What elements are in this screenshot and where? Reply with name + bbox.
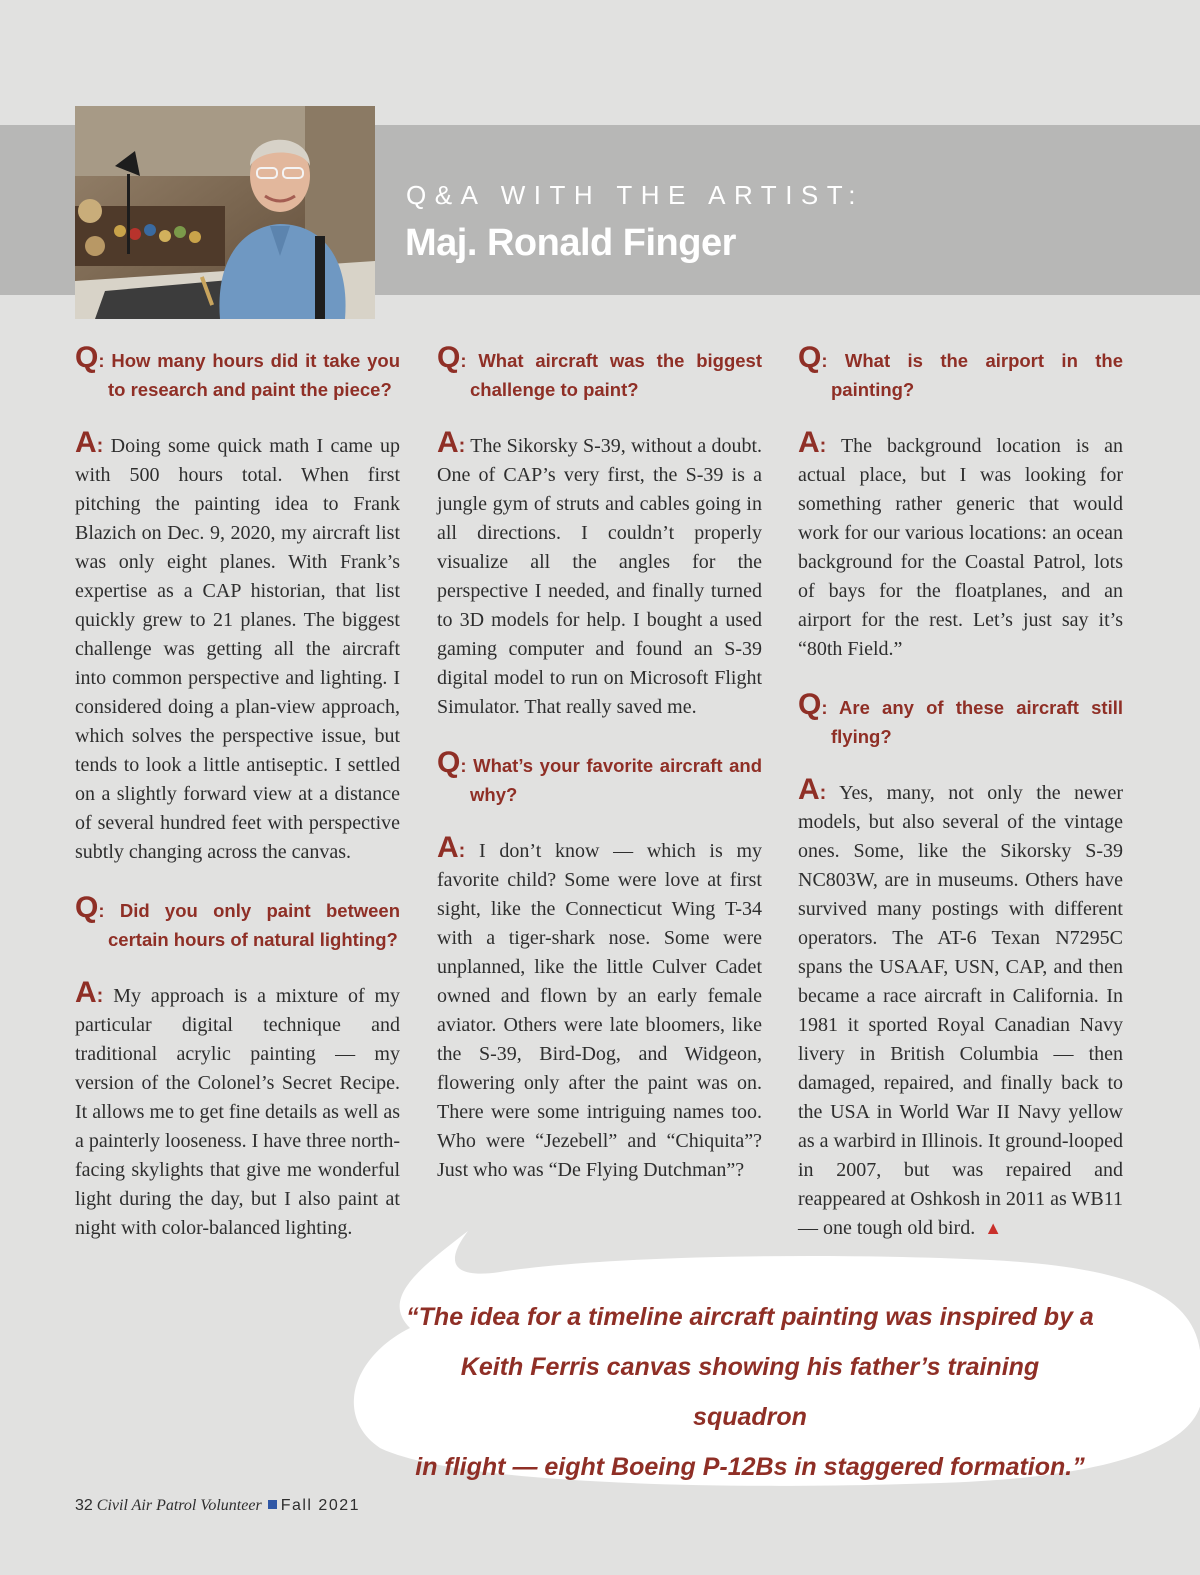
qa-item xyxy=(798,341,1124,664)
answer-text: Doing some quick math I came up with 500 hours total. When first pitching the painting idea to Frank Blazich on Dec. 9, 2020, my aircraft list was only eight planes. With Frank’s expertise as a CAP historian, that list quickly grew to 21 planes. The biggest challenge was getting all the aircraft into common perspective and lighting. I considered doing a plan-view approach, which solves the perspective issue, but tends to look a little antiseptic. I settled on a slightly forward view at a distance of several hundred feet with perspective subtly changing across the canvas. xyxy=(75,435,400,863)
question-text: How many hours did it take you to research and paint the piece? xyxy=(108,350,400,400)
artist-name: Maj. Ronald Finger xyxy=(405,222,736,264)
answer-text: Yes, many, not only the newer models, but also several of the vintage ones. Some, like the Sikorsky S-39 NC803W, are in museums. Others have survived many postings with different operators. The AT-6 Texan N7295C spans the USAAF, USN, CAP, and then became a race aircraft in California. In 1981 it sported Royal Canadian Navy livery in British Columbia — then damaged, repaired, and finally back to the USA in World War II Navy yellow as a warbird in Illinois. It ground-looped in 2007, but was repaired and reappeared at Oshkosh in 2011 as WB11 — one tough old bird. xyxy=(798,782,1123,1239)
q-colon: : xyxy=(460,755,467,776)
a-label: A xyxy=(798,773,820,806)
answer-text: I don’t know — which is my favorite child? Some were love at first sight, like the Connecticut Wing T-34 with a tiger-shark nose. Some were unplanned, like the little Culver Cadet owned and flown by an early female aviator. Others were late bloomers, like the S-39, Bird-Dog, and Widgeon, flowering only after the paint was on. There were some intriguing names too. Who were “Jezebell” and “Chiquita”? Just who was “De Flying Dutchman”? xyxy=(437,840,762,1181)
qa-item xyxy=(437,341,763,722)
a-label: A xyxy=(437,426,459,459)
issue-label: Fall 2021 xyxy=(280,1497,361,1514)
artist-photo xyxy=(75,106,375,319)
question xyxy=(437,341,762,404)
q-label: Q xyxy=(75,341,99,374)
question xyxy=(437,746,763,809)
q-colon: : xyxy=(460,350,467,371)
q-label: Q xyxy=(75,891,99,924)
q-colon: : xyxy=(821,350,828,371)
magazine-title: Civil Air Patrol Volunteer xyxy=(96,1497,262,1514)
column-3 xyxy=(798,341,1124,1272)
section-kicker: Q&A WITH THE ARTIST: xyxy=(406,180,864,210)
column-1 xyxy=(75,341,401,1272)
qa-item xyxy=(75,341,400,867)
question-text: Are any of these aircraft still flying? xyxy=(831,697,1123,747)
page-footer xyxy=(75,1497,360,1515)
q-label: Q xyxy=(437,746,461,779)
question xyxy=(75,891,400,954)
q-colon: : xyxy=(821,697,828,718)
a-colon: : xyxy=(96,435,104,457)
pull-quote xyxy=(405,1292,1095,1492)
question-text: What’s your favorite aircraft and why? xyxy=(470,755,763,805)
answer-text: My approach is a mixture of my particular digital technique and traditional acrylic painting — my version of the Colonel’s Secret Recipe. It allows me to get fine details as well as a painterly looseness. I have three north-facing skylights that give me wonderful light during the day, but I also paint at night with color-balanced lighting. xyxy=(75,985,401,1239)
pull-quote-line: in flight — eight Boeing P-12Bs in staggered formation.” xyxy=(415,1453,1085,1481)
pull-quote-line: “The idea for a timeline aircraft painting was inspired by a xyxy=(406,1303,1094,1331)
q-colon: : xyxy=(98,350,105,371)
a-label: A xyxy=(437,831,459,864)
a-label: A xyxy=(75,426,97,459)
q-label: Q xyxy=(798,341,822,374)
answer xyxy=(75,426,400,867)
a-label: A xyxy=(798,426,820,459)
answer xyxy=(798,773,1123,1243)
square-bullet-icon xyxy=(268,1500,277,1509)
a-colon: : xyxy=(819,435,827,457)
question xyxy=(75,341,400,404)
page-number: 32 xyxy=(75,1497,93,1514)
q-label: Q xyxy=(798,688,822,721)
qa-item xyxy=(798,688,1123,1243)
a-label: A xyxy=(75,976,97,1009)
q-colon: : xyxy=(98,900,105,921)
qa-item xyxy=(437,746,763,1185)
answer-text: The background location is an actual place, but I was looking for something rather generic that would work for our various locations: an ocean background for the Coastal Patrol, lots of bays for the floatplanes, and an airport for the rest. Let’s just say it’s “80th Field.” xyxy=(798,435,1124,660)
pull-quote-line: Keith Ferris canvas showing his father’s training squadron xyxy=(460,1353,1040,1431)
column-2 xyxy=(437,341,763,1214)
answer xyxy=(75,976,401,1243)
question-text: What aircraft was the biggest challenge to paint? xyxy=(470,350,762,400)
question xyxy=(798,341,1123,404)
answer xyxy=(437,831,762,1185)
question-text: Did you only paint between certain hours of natural lighting? xyxy=(108,900,400,950)
a-colon: : xyxy=(458,840,466,862)
question xyxy=(798,688,1123,751)
answer xyxy=(798,426,1124,664)
a-colon: : xyxy=(96,985,104,1007)
answer xyxy=(437,426,763,722)
q-label: Q xyxy=(437,341,461,374)
answer-text: The Sikorsky S-39, without a doubt. One of CAP’s very first, the S-39 is a jungle gym of struts and cables going in all directions. I couldn’t properly visualize all the angles for the perspective I needed, and finally turned to 3D models for help. I bought a used gaming computer and found an S-39 digital model to run on Microsoft Flight Simulator. That really saved me. xyxy=(437,435,763,718)
question-text: What is the airport in the painting? xyxy=(831,350,1123,400)
a-colon: : xyxy=(819,782,827,804)
a-colon: : xyxy=(458,435,466,457)
qa-item xyxy=(75,891,401,1243)
end-of-article-mark: ▲ xyxy=(984,1218,1003,1238)
